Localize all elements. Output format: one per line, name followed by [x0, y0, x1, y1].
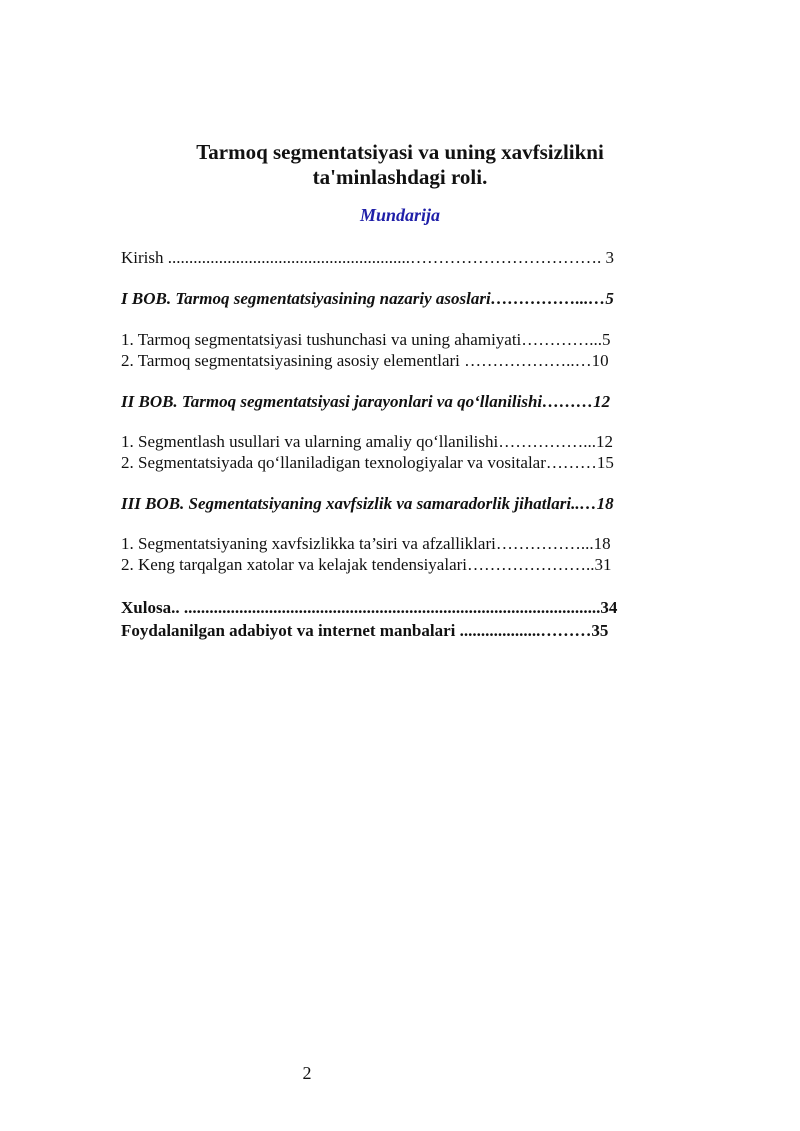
- toc-entry-chapter-2: II BOB. Tarmoq segmentatsiyasi jarayonlari va qo‘llanilishi………12: [121, 392, 611, 411]
- toc-heading: Mundarija: [359, 205, 441, 225]
- toc-entry-1-2: 2. Tarmoq segmentatsiyasining asosiy elementlari ………………..…10: [121, 351, 609, 370]
- toc-entry-references: Foydalanilgan adabiyot va internet manbalari ...................………35: [121, 621, 609, 640]
- page-number: 2: [302, 1063, 312, 1083]
- toc-entry-chapter-1: I BOB. Tarmoq segmentatsiyasining nazariy asoslari……………...…5: [121, 289, 614, 308]
- title-line-2: ta'minlashdagi roli.: [312, 165, 488, 189]
- toc-entry-kirish: Kirish .........................................................……………………………. 3: [121, 248, 614, 267]
- toc-entry-xulosa: Xulosa.. ..................................................................................................34: [121, 598, 618, 617]
- toc-entry-3-1: 1. Segmentatsiyaning xavfsizlikka ta’siri va afzalliklari……………...18: [121, 534, 611, 553]
- toc-entry-2-1: 1. Segmentlash usullari va ularning amaliy qo‘llanilishi……………...12: [121, 432, 613, 451]
- toc-entry-chapter-3: III BOB. Segmentatsiyaning xavfsizlik va samaradorlik jihatlari..…18: [121, 494, 614, 513]
- title-line-1: Tarmoq segmentatsiyasi va uning xavfsizlikni: [196, 140, 604, 164]
- document-title: [0, 140, 800, 190]
- toc-entry-2-2: 2. Segmentatsiyada qo‘llaniladigan texnologiyalar va vositalar………15: [121, 453, 614, 472]
- toc-entry-3-2: 2. Keng tarqalgan xatolar va kelajak tendensiyalari…………………..31: [121, 555, 612, 574]
- toc-entry-1-1: 1. Tarmoq segmentatsiyasi tushunchasi va uning ahamiyati…………...5: [121, 330, 611, 349]
